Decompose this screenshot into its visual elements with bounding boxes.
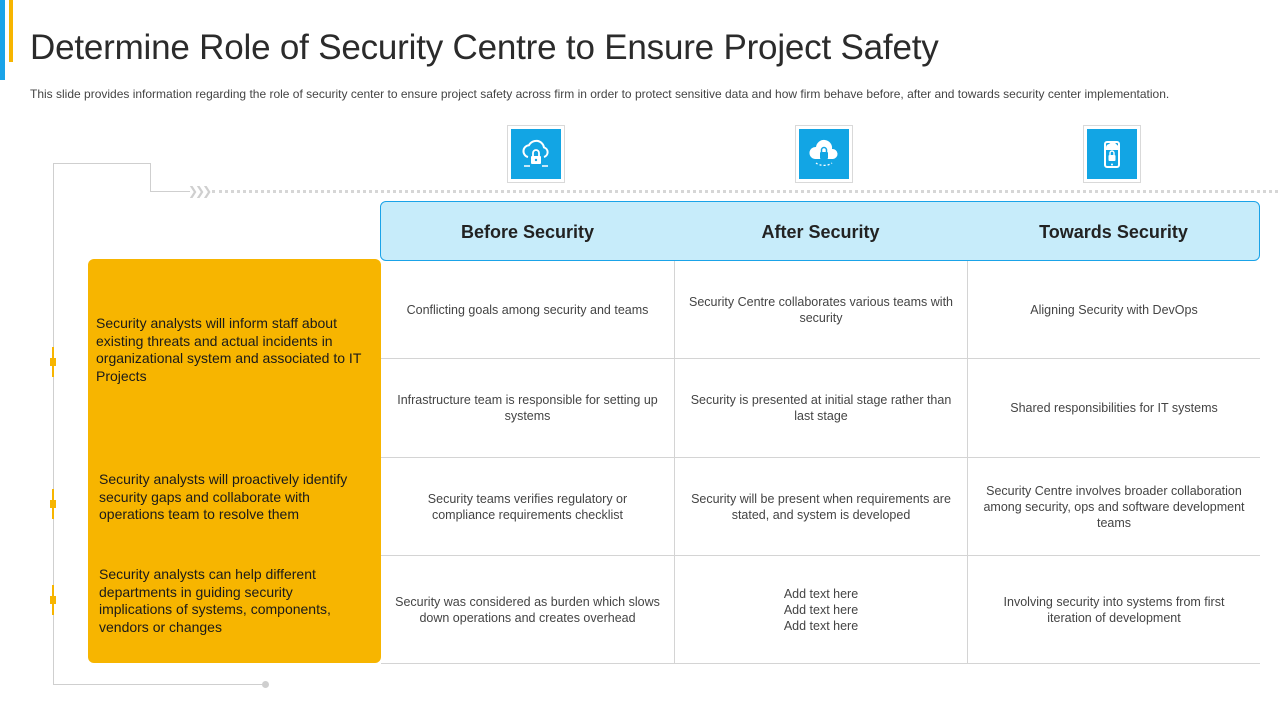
timeline-marker bbox=[50, 489, 56, 519]
cloud-padlock-icon bbox=[807, 137, 841, 171]
table-cell: Involving security into systems from first iteration of development bbox=[967, 556, 1260, 663]
table-row bbox=[381, 359, 1260, 458]
connector-line bbox=[53, 163, 151, 164]
chevrons-icon: ❯❯❯ bbox=[188, 184, 210, 198]
table-cell: Security is presented at initial stage rather than last stage bbox=[674, 359, 967, 457]
table-cell: Conflicting goals among security and teams bbox=[406, 302, 649, 317]
table-cell: Shared responsibilities for IT systems bbox=[967, 359, 1260, 457]
page-subtitle: This slide provides information regarding the role of security center to ensure project safety across firm in order to protect sensitive data and how firm behave before, after and towards security center implementation. bbox=[30, 87, 1170, 101]
table-row bbox=[381, 458, 1260, 556]
timeline-marker bbox=[50, 347, 56, 377]
table-cell: Security was considered as burden which slows down operations and creates overhead bbox=[395, 594, 660, 625]
table-cell: Infrastructure team is responsible for setting up systems bbox=[397, 393, 658, 423]
timeline-marker bbox=[50, 585, 56, 615]
table-cell: Security teams verifies regulatory or compliance requirements checklist bbox=[427, 491, 628, 522]
analyst-role-item: Security analysts will proactively identify security gaps and collaborate with operations team to resolve them bbox=[99, 471, 348, 522]
icon-tile-1 bbox=[507, 125, 565, 183]
dotted-divider bbox=[212, 190, 1278, 193]
table-cell: Security will be present when requirements are stated, and system is developed bbox=[674, 458, 967, 555]
page-title: Determine Role of Security Centre to Ensure Project Safety bbox=[30, 28, 939, 67]
icon-tile-2 bbox=[795, 125, 853, 183]
table-cell: Add text here Add text here Add text here bbox=[674, 556, 967, 663]
connector-dot bbox=[262, 681, 269, 688]
cloud-lock-icon bbox=[519, 137, 553, 171]
column-header-after: After Security bbox=[761, 222, 880, 242]
accent-bar-yellow bbox=[9, 0, 13, 62]
icon-tile-3 bbox=[1083, 125, 1141, 183]
column-header-band bbox=[380, 201, 1260, 261]
table-row bbox=[381, 261, 1260, 359]
table-row bbox=[381, 556, 1260, 664]
analyst-role-item: Security analysts can help different departments in guiding security implications of systems, components, vendors or changes bbox=[99, 566, 331, 635]
connector-line bbox=[150, 191, 190, 192]
connector-line bbox=[53, 684, 265, 685]
accent-bar-blue bbox=[0, 0, 5, 80]
analyst-roles-panel bbox=[88, 259, 381, 663]
mobile-lock-icon bbox=[1095, 137, 1129, 171]
analyst-role-item: Security analysts will inform staff about existing threats and actual incidents in organizational system and associated to IT Projects bbox=[96, 315, 362, 384]
column-header-before: Before Security bbox=[460, 222, 595, 242]
table-cell: Aligning Security with DevOps bbox=[967, 261, 1260, 358]
connector-line bbox=[150, 163, 151, 192]
table-cell: Security Centre involves broader collaboration among security, ops and software development teams bbox=[967, 458, 1260, 555]
table-cell: Security Centre collaborates various teams with security bbox=[674, 261, 967, 358]
column-header-towards: Towards Security bbox=[1039, 222, 1188, 242]
